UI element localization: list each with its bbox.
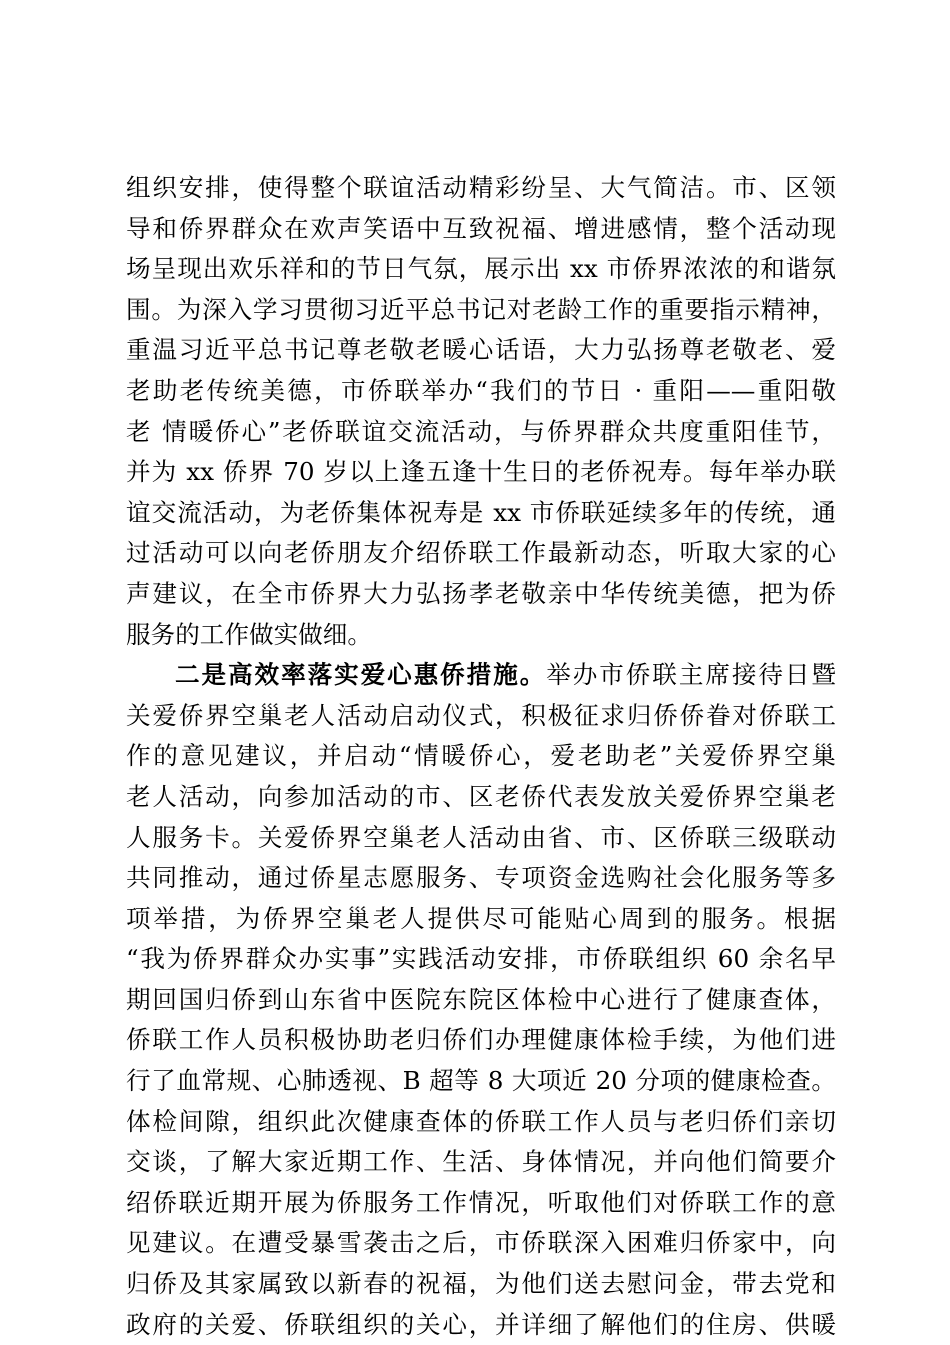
paragraph-2-line: 人服务卡。关爱侨界空巢老人活动由省、市、区侨联三级联动 bbox=[126, 822, 836, 852]
paragraph-1-line: 声建议，在全市侨界大力弘扬孝老敬亲中华传统美德，把为侨 bbox=[126, 578, 836, 608]
paragraph-1-line: 场呈现出欢乐祥和的节日气氛，展示出 xx 市侨界浓浓的和谐氛 bbox=[126, 254, 836, 284]
paragraph-1-line: 谊交流活动，为老侨集体祝寿是 xx 市侨联延续多年的传统，通 bbox=[126, 497, 836, 527]
paragraph-2-first-line bbox=[126, 655, 836, 696]
paragraph-1-line: 组织安排，使得整个联谊活动精彩纷呈、大气简洁。市、区领 bbox=[126, 173, 836, 202]
paragraph-2-line: “我为侨界群众办实事”实践活动安排，市侨联组织 60 余名早 bbox=[126, 944, 836, 974]
paragraph-1-line: 服务的工作做实做细。 bbox=[126, 619, 372, 649]
body-text bbox=[126, 168, 836, 1345]
paragraph-1-line: 围。为深入学习贯彻习近平总书记对老龄工作的重要指示精神， bbox=[126, 294, 836, 324]
paragraph-1-line: 重温习近平总书记尊老敬老暖心话语，大力弘扬尊老敬老、爱 bbox=[126, 335, 836, 365]
paragraph-2-line: 侨联工作人员积极协助老归侨们办理健康体检手续，为他们进 bbox=[126, 1025, 836, 1055]
paragraph-2-line: 行了血常规、心肺透视、B 超等 8 大项近 20 分项的健康检查。 bbox=[126, 1066, 836, 1096]
paragraph-1-line: 并为 xx 侨界 70 岁以上逢五逢十生日的老侨祝寿。每年举办联 bbox=[126, 457, 836, 487]
paragraph-2-line: 项举措，为侨界空巢老人提供尽可能贴心周到的服务。根据 bbox=[126, 903, 836, 933]
paragraph-1-line: 过活动可以向老侨朋友介绍侨联工作最新动态，听取大家的心 bbox=[126, 538, 836, 568]
paragraph-2-line: 老人活动，向参加活动的市、区老侨代表发放关爱侨界空巢老 bbox=[126, 781, 836, 811]
paragraph-2-line: 期回国归侨到山东省中医院东院区体检中心进行了健康查体， bbox=[126, 984, 836, 1014]
paragraph-2-line: 归侨及其家属致以新春的祝福，为他们送去慰问金，带去党和 bbox=[126, 1269, 836, 1299]
paragraph-2-line: 作的意见建议，并启动“情暖侨心，爱老助老”关爱侨界空巢 bbox=[126, 741, 836, 771]
paragraph-2-heading: 二是高效率落实爱心惠侨措施。 bbox=[175, 660, 547, 690]
paragraph-2-line: 关爱侨界空巢老人活动启动仪式，积极征求归侨侨眷对侨联工 bbox=[126, 700, 836, 730]
paragraph-2-line: 见建议。在遭受暴雪袭击之后，市侨联深入困难归侨家中，向 bbox=[126, 1228, 836, 1258]
paragraph-2-line: 体检间隙，组织此次健康查体的侨联工作人员与老归侨们亲切 bbox=[126, 1106, 836, 1136]
paragraph-1-line: 导和侨界群众在欢声笑语中互致祝福、增进感情，整个活动现 bbox=[126, 213, 836, 243]
paragraph-1-line: 老助老传统美德，市侨联举办“我们的节日 · 重阳——重阳敬 bbox=[126, 375, 836, 405]
paragraph-2-line: 交谈，了解大家近期工作、生活、身体情况，并向他们简要介 bbox=[126, 1147, 836, 1177]
paragraph-2-first-line-text: 举办市侨联主席接待日暨 bbox=[546, 660, 836, 690]
paragraph-1-line: 老 情暖侨心”老侨联谊交流活动，与侨界群众共度重阳佳节， bbox=[126, 416, 836, 446]
paragraph-2-line: 政府的关爱、侨联组织的关心，并详细了解他们的住房、供暖 bbox=[126, 1309, 836, 1339]
paragraph-2-line: 绍侨联近期开展为侨服务工作情况，听取他们对侨联工作的意 bbox=[126, 1187, 836, 1217]
paragraph-2-line: 共同推动，通过侨星志愿服务、专项资金选购社会化服务等多 bbox=[126, 863, 836, 893]
